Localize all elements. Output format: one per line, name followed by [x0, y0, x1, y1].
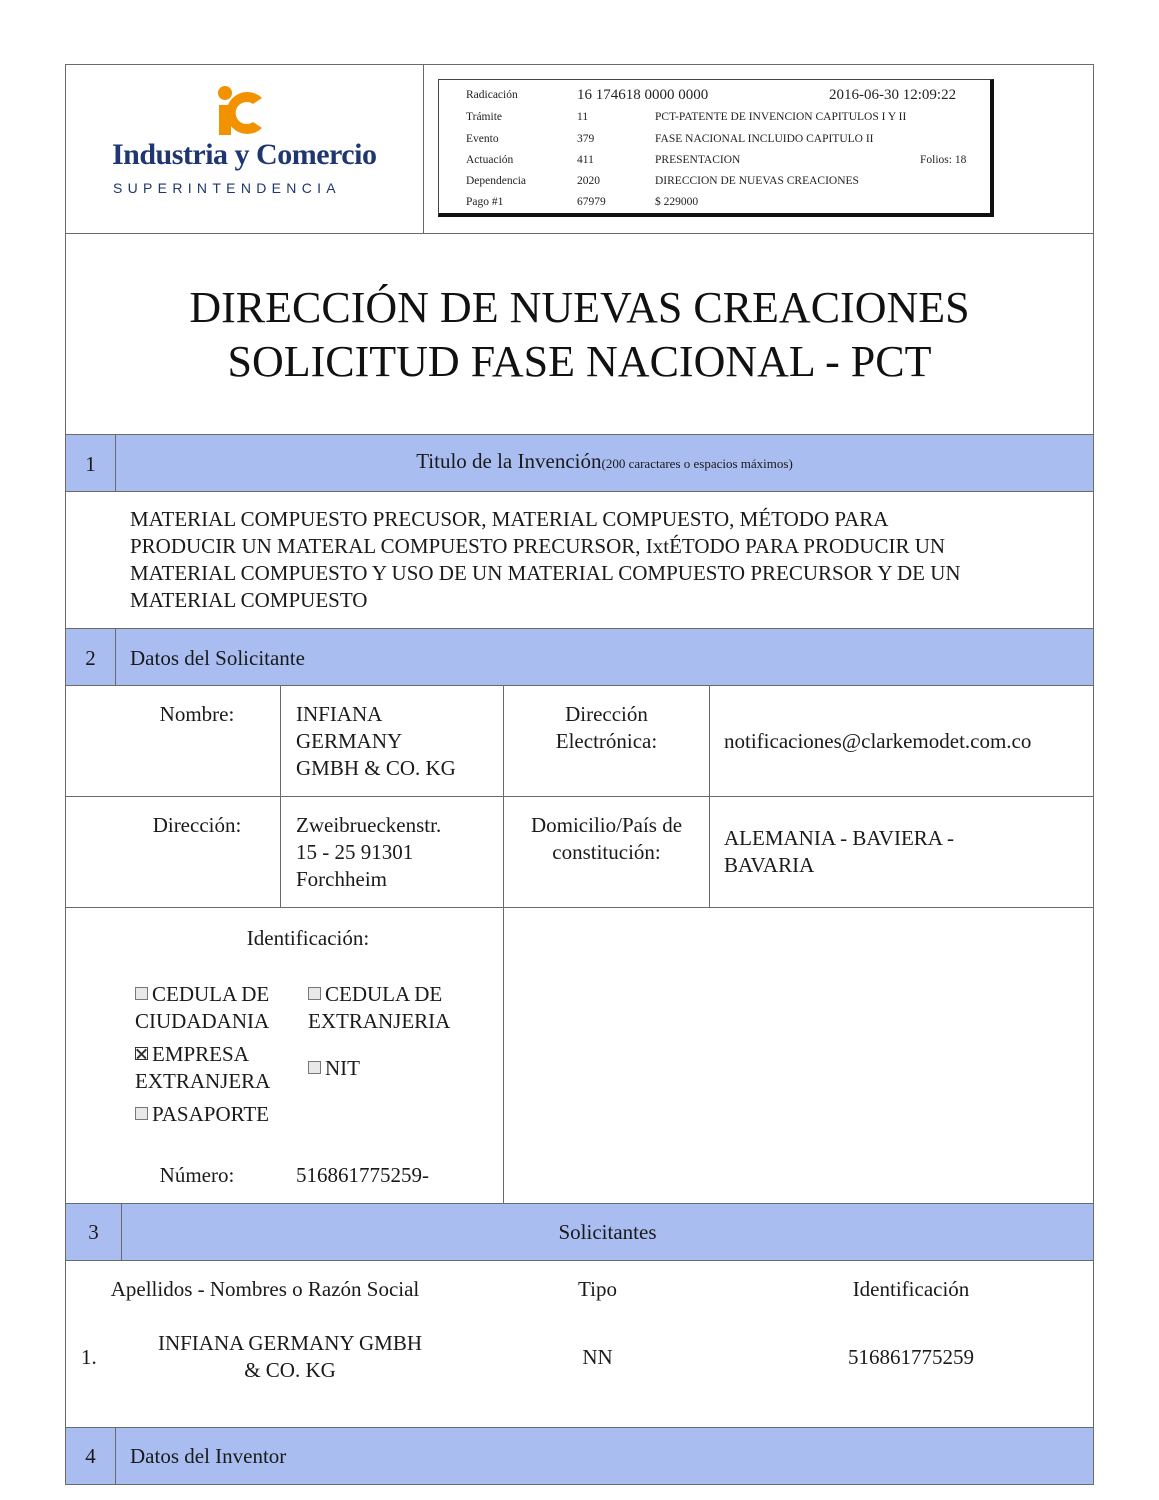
invention-title-line: MATERIAL COMPUESTO Y USO DE UN MATERIAL COMPUESTO PRECURSOR Y DE UN — [130, 561, 961, 585]
evento-label: Evento — [466, 133, 499, 145]
row-name-line: INFIANA GERMANY GMBH — [157, 1331, 423, 1355]
dependencia-label: Dependencia — [466, 175, 527, 187]
section-3-title: Solicitantes — [558, 1220, 657, 1244]
row-tipo: NN — [582, 1345, 613, 1369]
row-identificacion: 516861775259 — [848, 1345, 974, 1369]
option-cedula-ciudadania[interactable] — [135, 981, 269, 1008]
radicacion-value: 16 174618 0000 0000 — [577, 87, 709, 103]
divider — [65, 796, 1094, 797]
form-frame — [65, 64, 1094, 1485]
direccion-line: Forchheim — [296, 867, 387, 891]
option-label: NIT — [325, 1056, 360, 1080]
nombre-label: Nombre: — [159, 702, 235, 726]
row-name-line: & CO. KG — [244, 1358, 336, 1382]
nombre-line: GMBH & CO. KG — [296, 756, 456, 780]
checkbox-icon[interactable] — [308, 1061, 321, 1074]
pago-value: $ 229000 — [655, 196, 699, 208]
option-label: CEDULA DE — [152, 982, 270, 1006]
actuacion-code: 411 — [577, 154, 594, 166]
section-4-title: Datos del Inventor — [130, 1444, 287, 1468]
divider — [65, 907, 1094, 908]
option-nit[interactable] — [308, 1055, 360, 1082]
email-label-line: Electrónica: — [555, 729, 658, 753]
dependencia-desc: DIRECCION DE NUEVAS CREACIONES — [655, 175, 859, 187]
col-header-identificacion: Identificación — [852, 1277, 970, 1301]
option-empresa-extranjera[interactable] — [135, 1041, 249, 1068]
option-label-cont: EXTRANJERA — [135, 1069, 271, 1093]
page-title-line2: SOLICITUD FASE NACIONAL - PCT — [227, 337, 932, 386]
invention-title-line: MATERIAL COMPUESTO — [130, 588, 368, 612]
logo-name: Industria y Comercio — [112, 138, 377, 171]
col-header-tipo: Tipo — [578, 1277, 617, 1301]
pago-label: Pago #1 — [466, 196, 504, 208]
section-2-title: Datos del Solicitante — [130, 646, 305, 670]
checkbox-icon[interactable] — [135, 987, 148, 1000]
actuacion-desc: PRESENTACION — [655, 154, 741, 166]
divider — [115, 629, 116, 685]
col-header-name: Apellidos - Nombres o Razón Social — [110, 1277, 420, 1301]
domicilio-label-line: constitución: — [552, 840, 661, 864]
domicilio-label-line: Domicilio/País de — [530, 813, 683, 837]
domicilio-line: ALEMANIA - BAVIERA - — [724, 826, 955, 850]
section-2-number: 2 — [85, 646, 96, 670]
direccion-line: 15 - 25 91301 — [296, 840, 414, 864]
header-divider — [423, 64, 424, 234]
page-title-line1: DIRECCIÓN DE NUEVAS CREACIONES — [189, 283, 970, 332]
dependencia-code: 2020 — [577, 175, 600, 187]
row-index: 1. — [81, 1345, 97, 1369]
divider — [65, 685, 1094, 686]
direccion-line: Zweibrueckenstr. — [296, 813, 442, 837]
section-1-title: Titulo de la Invención — [416, 449, 602, 473]
section-1-title-wrap — [116, 449, 1093, 474]
evento-desc: FASE NACIONAL INCLUIDO CAPITULO II — [655, 133, 874, 145]
nombre-line: INFIANA — [296, 702, 383, 726]
tramite-desc: PCT-PATENTE DE INVENCION CAPITULOS I Y II — [655, 111, 907, 123]
option-label: EMPRESA — [152, 1042, 249, 1066]
invention-title-line: PRODUCIR UN MATERAL COMPUESTO PRECURSOR, IxtÉTODO PARA PRODUCIR UN — [130, 534, 946, 558]
divider — [115, 1428, 116, 1484]
email-value: notificaciones@clarkemodet.com.co — [724, 729, 1032, 753]
section-3-number: 3 — [88, 1220, 99, 1244]
checkbox-icon[interactable] — [308, 987, 321, 1000]
evento-code: 379 — [577, 133, 595, 145]
divider — [65, 233, 1094, 234]
radicacion-label: Radicación — [466, 89, 518, 101]
domicilio-line: BAVARIA — [724, 853, 815, 877]
numero-label: Número: — [159, 1163, 235, 1187]
section-1-number: 1 — [85, 452, 96, 476]
divider — [65, 491, 1094, 492]
invention-title-line: MATERIAL COMPUESTO PRECUSOR, MATERIAL COMPUESTO, MÉTODO PARA — [130, 507, 889, 531]
numero-value: 516861775259- — [296, 1163, 429, 1187]
divider — [65, 1260, 1094, 1261]
section-1-note: (200 caractares o espacios máximos) — [601, 456, 793, 471]
folios: Folios: 18 — [920, 154, 967, 166]
section-4-number: 4 — [85, 1444, 96, 1468]
option-label-cont: EXTRANJERIA — [308, 1009, 451, 1033]
direccion-label: Dirección: — [152, 813, 242, 837]
radicacion-datetime: 2016-06-30 12:09:22 — [829, 87, 957, 103]
option-label: PASAPORTE — [152, 1102, 270, 1126]
option-pasaporte[interactable] — [135, 1101, 269, 1128]
pago-code: 67979 — [577, 196, 606, 208]
option-label-cont: CIUDADANIA — [135, 1009, 270, 1033]
nombre-line: GERMANY — [296, 729, 403, 753]
actuacion-label: Actuación — [466, 154, 514, 166]
ic-logo-icon — [212, 84, 268, 140]
logo-subtitle: SUPERINTENDENCIA — [113, 180, 341, 196]
checkbox-icon[interactable] — [135, 1107, 148, 1120]
email-label-line: Dirección — [565, 702, 648, 726]
checked-checkbox-icon[interactable] — [135, 1047, 148, 1060]
option-label: CEDULA DE — [325, 982, 443, 1006]
identificacion-label: Identificación: — [246, 926, 370, 950]
tramite-code: 11 — [577, 111, 589, 123]
tramite-label: Trámite — [466, 111, 502, 123]
option-cedula-extranjeria[interactable] — [308, 981, 442, 1008]
